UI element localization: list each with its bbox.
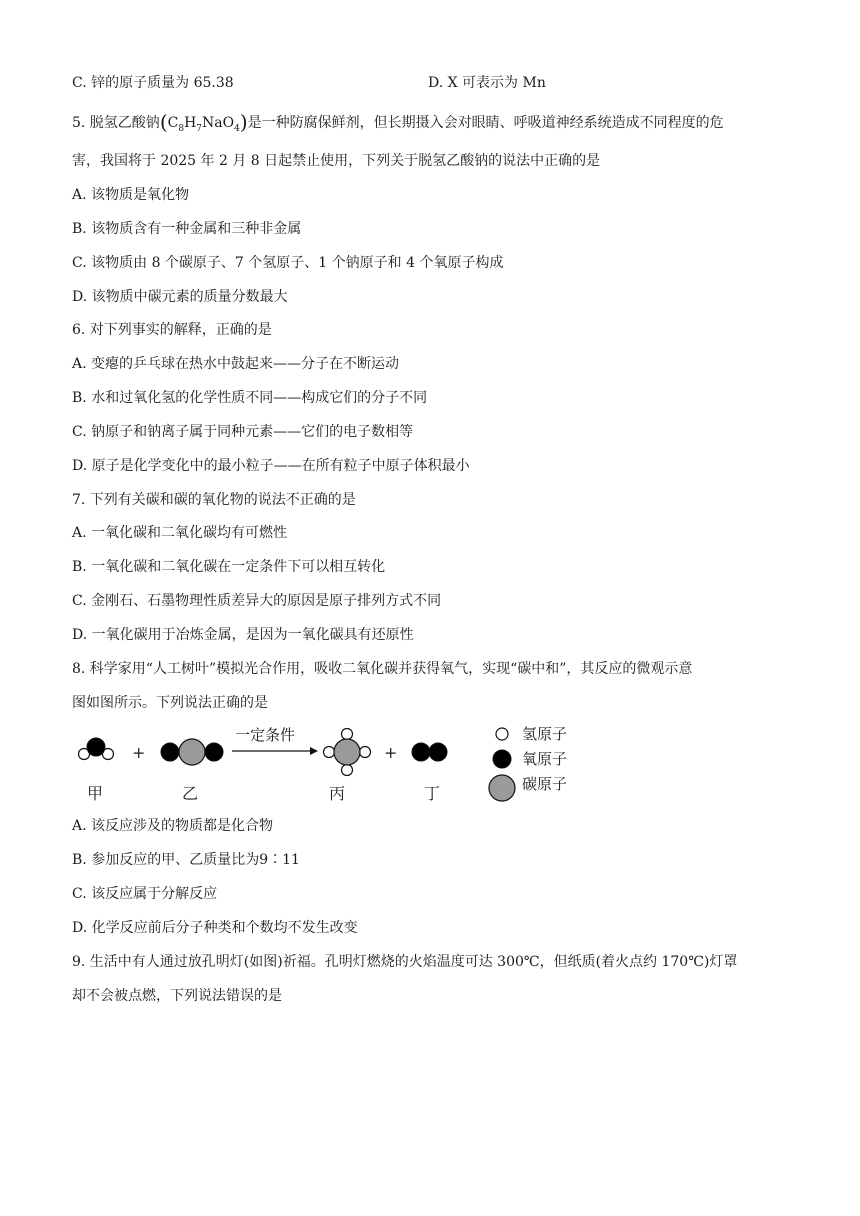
molecule-bing-ch4 <box>324 729 371 776</box>
q7-stem: 7. 下列有关碳和碳的氧化物的说法不正确的是 <box>72 492 356 508</box>
q7-option-b: B. 一氧化碳和二氧化碳在一定条件下可以相互转化 <box>72 559 386 575</box>
oxygen-atom <box>205 743 223 761</box>
q8-stem-line1: 8. 科学家用“人工树叶”模拟光合作用，吸收二氧化碳并获得氧气，实现“碳中和”，其反应的微观示意 <box>72 661 693 677</box>
q6-option-d: D. 原子是化学变化中的最小粒子——在所有粒子中原子体积最小 <box>72 458 470 474</box>
arrow-head <box>310 747 318 755</box>
reaction-condition: 一定条件 <box>235 726 296 744</box>
q8-option-a: A. 该反应涉及的物质都是化合物 <box>72 818 274 834</box>
legend-carbon-atom <box>489 775 515 801</box>
plus-sign-2: + <box>384 743 398 762</box>
formula-h-sub: 7 <box>196 124 203 134</box>
hydrogen-atom <box>360 747 371 758</box>
formula-o-sub: 4 <box>234 124 240 134</box>
hydrogen-atom <box>342 765 353 776</box>
oxygen-atom <box>412 743 430 761</box>
oxygen-atom <box>161 743 179 761</box>
q8-option-d: D. 化学反应前后分子种类和个数均不发生改变 <box>72 920 358 936</box>
q5-option-c: C. 该物质由 8 个碳原子、7 个氢原子、1 个钠原子和 4 个氧原子构成 <box>72 255 504 271</box>
legend-hydrogen-atom <box>496 728 508 740</box>
q6-option-b: B. 水和过氧化氢的化学性质不同——构成它们的分子不同 <box>72 390 428 406</box>
hydrogen-atom <box>324 747 335 758</box>
molecule-jia-h2o <box>79 738 114 760</box>
formula-open-paren: ( <box>159 110 168 134</box>
label-jia: 甲 <box>87 784 104 803</box>
q5-option-b: B. 该物质含有一种金属和三种非金属 <box>72 221 302 237</box>
formula-close-paren: ) <box>239 110 248 134</box>
q8-option-c: C. 该反应属于分解反应 <box>72 886 218 902</box>
label-ding: 丁 <box>424 784 441 803</box>
q6-option-a: A. 变瘪的乒乓球在热水中鼓起来——分子在不断运动 <box>72 356 400 372</box>
label-bing: 丙 <box>329 784 346 803</box>
oxygen-atom <box>87 738 105 756</box>
q6-stem: 6. 对下列事实的解释，正确的是 <box>72 322 272 338</box>
q5-option-a: A. 该物质是氧化物 <box>72 187 190 203</box>
legend-oxygen-atom <box>493 750 511 768</box>
legend-carbon-label: 碳原子 <box>522 775 568 793</box>
legend-oxygen-label: 氧原子 <box>522 750 568 768</box>
oxygen-atom <box>429 743 447 761</box>
hydrogen-atom <box>342 729 353 740</box>
formula-c-sub: 8 <box>178 124 185 134</box>
plus-sign-1: + <box>132 743 146 762</box>
q5-stem-prefix: 5. 脱氢乙酸钠 <box>72 115 160 131</box>
q8-stem-line2: 图如图所示。下列说法正确的是 <box>72 695 268 711</box>
legend-hydrogen-label: 氢原子 <box>522 725 568 743</box>
q5-stem-rest: 是一种防腐保鲜剂，但长期摄入会对眼睛、呼吸道神经系统造成不同程度的危 <box>247 115 724 131</box>
carbon-atom <box>179 739 205 765</box>
reaction-arrow <box>232 747 318 755</box>
q5-stem-line1 <box>72 112 724 139</box>
carbon-atom <box>334 739 360 765</box>
q4-option-c: C. 锌的原子质量为 65.38 <box>72 75 234 91</box>
formula-nao: NaO <box>202 115 235 131</box>
q7-option-a: A. 一氧化碳和二氧化碳均有可燃性 <box>72 525 288 541</box>
formula-h: H <box>184 115 197 131</box>
q5-stem-line2: 害，我国将于 2025 年 2 月 8 日起禁止使用，下列关于脱氢乙酸钠的说法中正确的是 <box>72 153 601 169</box>
molecule-ding-o2 <box>412 743 447 761</box>
molecule-yi-co2 <box>161 739 223 765</box>
q9-stem-line1: 9. 生活中有人通过放孔明灯(如图)祈福。孔明灯燃烧的火焰温度可达 300℃，但纸质(着火点约 170℃)灯罩 <box>72 954 738 970</box>
q5-option-d: D. 该物质中碳元素的质量分数最大 <box>72 289 288 305</box>
q7-option-c: C. 金刚石、石墨物理性质差异大的原因是原子排列方式不同 <box>72 593 442 609</box>
formula-c: C <box>167 115 179 131</box>
q9-stem-line2: 却不会被点燃，下列说法错误的是 <box>72 988 282 1004</box>
label-yi: 乙 <box>182 784 199 803</box>
q6-option-c: C. 钠原子和钠离子属于同种元素——它们的电子数相等 <box>72 424 414 440</box>
q7-option-d: D. 一氧化碳用于冶炼金属，是因为一氧化碳具有还原性 <box>72 627 414 643</box>
legend-symbols <box>489 728 515 801</box>
reaction-micro-diagram <box>72 722 592 810</box>
q8-option-b: B. 参加反应的甲、乙质量比为9∶11 <box>72 852 300 868</box>
q4-option-d: D. X 可表示为 Mn <box>428 75 546 91</box>
